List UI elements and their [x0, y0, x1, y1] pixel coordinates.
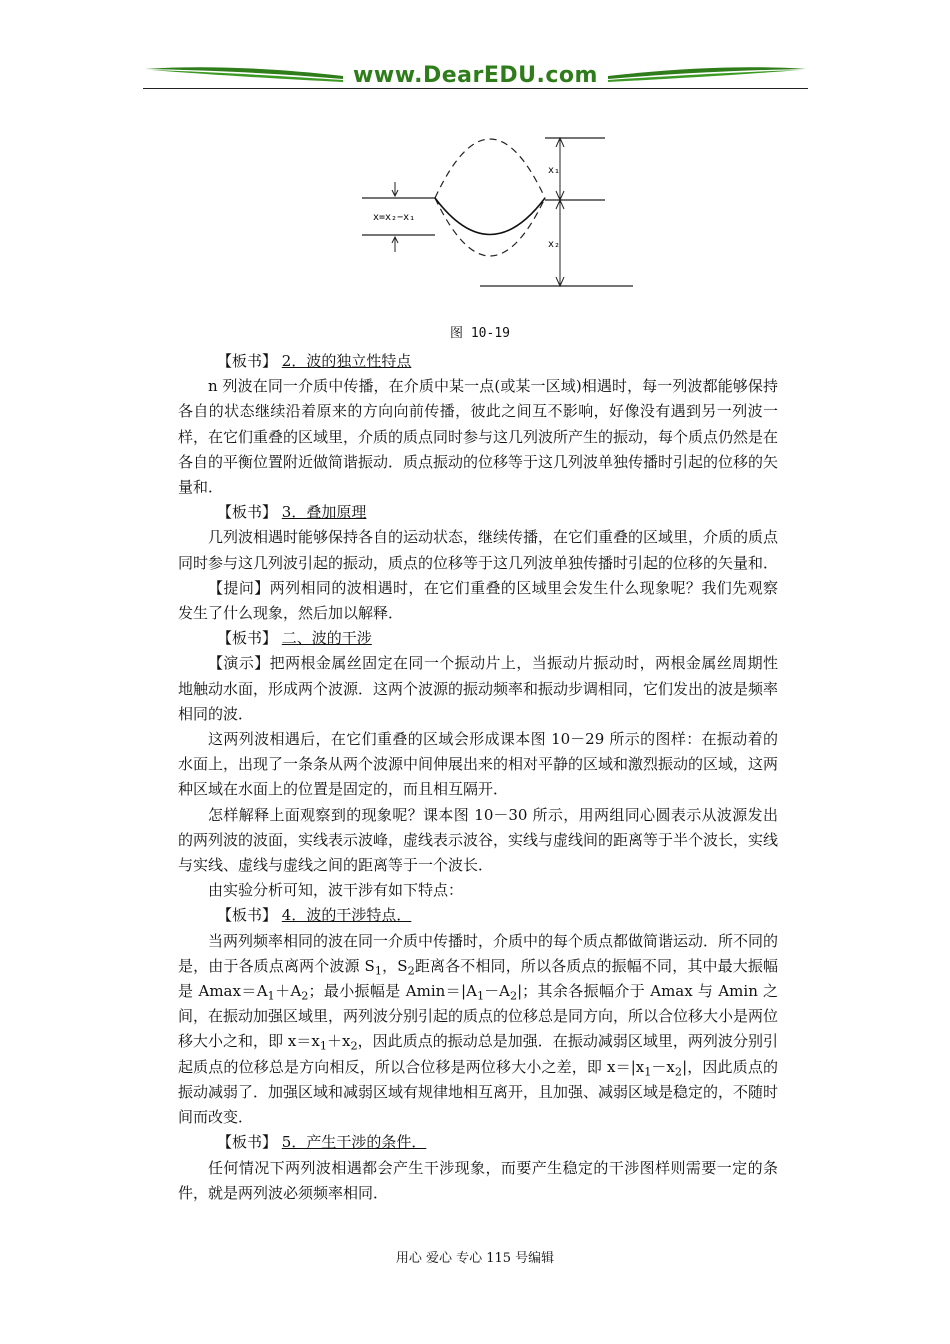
heading-interference-conditions: 【板书】 5．产生干涉的条件．	[217, 1133, 427, 1152]
page-footer: 用心 爱心 专心 115 号编辑	[395, 1251, 555, 1266]
page-header	[143, 60, 808, 96]
document-body	[178, 349, 778, 1206]
dashed-crest-wave	[435, 139, 545, 198]
heading-superposition: 【板书】 3．叠加原理	[217, 503, 367, 522]
paragraph-analysis: 由实验分析可知，波干涉有如下特点：	[208, 881, 464, 900]
paragraph-question: 【提问】两列相同的波相遇时，在它们重叠的区域里会发生什么现象呢？我们先观察发生了什么现象，然后加以解释．	[178, 578, 778, 623]
paragraph-interference-conditions: 任何情况下两列波相遇都会产生干涉现象，而要产生稳定的干涉图样则需要一定的条件，就是两列波必须频率相同．	[178, 1158, 778, 1202]
paragraph-demo: 【演示】把两根金属丝固定在同一个振动片上，当振动片振动时，两根金属丝周期性地触动水面，形成两个波源．这两个波源的振动频率和振动步调相同，它们发出的波是频率相同的波．	[178, 654, 779, 723]
paragraph-wave-independence: n 列波在同一介质中传播，在介质中某一点(或某一区域)相遇时，每一列波都能够保持各自的状态继续沿着原来的方向向前传播，彼此之间互不影响，好像没有遇到另一列波一样，在它们重叠的区域里，介质的质点同时参与这几列波所产生的振动，每个质点仍然是在各自的平衡位置附近做简谐振动．质点振动的位移等于这几列波单独传播时引起的位移的矢量和．	[178, 377, 779, 497]
paragraph-interference-features: 当两列频率相同的波在同一介质中传播时，介质中的每个质点都做简谐运动．所不同的是，由于各质点离两个波源 $S_1$，$S_2$距离各不相同，所以各质点的振幅不同，其中最大振幅是 $Amax=A_1+A_2$；最小振幅是 $Amin=|A_1-A_2|$；其余各振幅介于 Amax 与 Amin 之间，在振动加强区域里，两列波分别引起的质点的位移总是同方向，所以合位移大小是两位移大小之和，即 $x=x_1+x_2$，因此质点的振动总是加强．在振动减弱区域里，两列波分别引起质点的位移总是方向相反，所以合位移是两位移大小之差，即 $x=|x_1-x_2|$，因此质点的振动减弱了．加强区域和减弱区域有规律地相互离开，且加强、减弱区域是稳定的，不随时间而改变．	[178, 931, 779, 1127]
heading-wave-independence: 【板书】 2．波的独立性特点	[217, 352, 412, 370]
label-x1: x₁	[548, 165, 561, 176]
wave-superposition-figure	[355, 130, 645, 300]
resultant-wave	[435, 198, 545, 235]
heading-interference: 【板书】 二、波的干涉	[217, 629, 372, 648]
paragraph-superposition: 几列波相遇时能够保持各自的运动状态，继续传播，在它们重叠的区域里，介质的质点同时参与这几列波引起的振动，质点的位移等于这几列波单独传播时引起的位移的矢量和．	[178, 528, 779, 572]
dashed-trough-wave	[435, 198, 545, 256]
label-x2: x₂	[548, 239, 561, 250]
header-rule	[143, 88, 808, 89]
wave-diagram	[355, 130, 645, 300]
heading-interference-features: 【板书】 4．波的干涉特点．	[217, 906, 412, 925]
paragraph-explanation: 怎样解释上面观察到的现象呢？课本图 10－30 所示，用两组同心圆表示从波源发出的两列波的波面，实线表示波峰，虚线表示波谷，实线与虚线间的距离等于半个波长，实线与实线、虚线与虚线之间的距离等于一个波长．	[178, 805, 779, 875]
site-logo-text: www.DearEDU.com	[353, 63, 598, 88]
figure-caption: 图 10-19	[450, 326, 510, 341]
paragraph-pattern: 这两列波相遇后，在它们重叠的区域会形成课本图 10－29 所示的图样：在振动着的水面上，出现了一条条从两个波源中间伸展出来的相对平静的区域和激烈振动的区域，这两种区域在水面上的位置是固定的，而且相互隔开．	[178, 730, 779, 799]
label-x-difference: x=x₂−x₁	[373, 212, 416, 223]
